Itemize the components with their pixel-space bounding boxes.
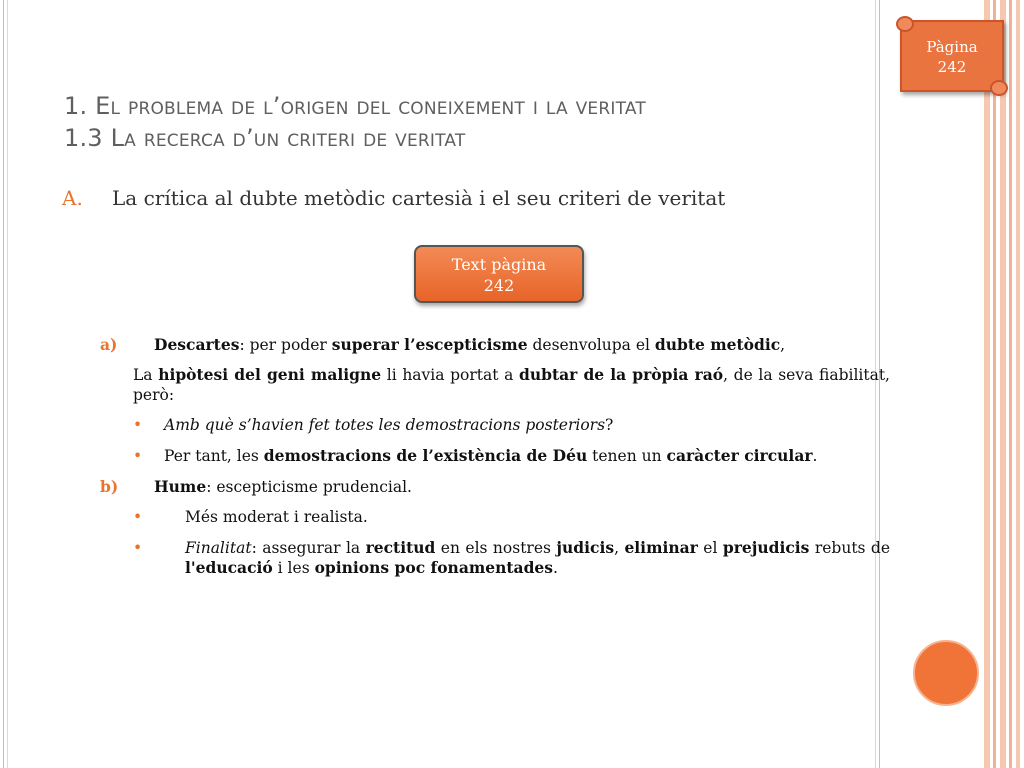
term-descartes: Descartes <box>154 335 240 354</box>
text: Més moderat i realista. <box>185 508 368 526</box>
text: . <box>553 559 558 577</box>
button-page: 242 <box>483 276 515 295</box>
item-descartes <box>100 335 890 355</box>
bullet-icon: • <box>133 539 143 557</box>
decorative-circle <box>913 640 979 706</box>
term: eliminar <box>624 538 698 557</box>
text: Finalitat <box>185 539 252 557</box>
bullet-icon: • <box>133 416 143 434</box>
term: prejudicis <box>722 538 810 557</box>
slide-title <box>64 90 884 154</box>
button-label: Text pàgina <box>451 255 547 274</box>
term: rectitud <box>365 538 436 557</box>
list-item <box>100 507 890 527</box>
text: el <box>697 539 723 557</box>
decorative-stripes <box>984 0 1020 768</box>
list-item <box>100 446 890 466</box>
page-badge-number: 242 <box>937 58 967 76</box>
scroll-curl-icon <box>896 16 914 32</box>
text: ? <box>605 416 614 434</box>
term: dubtar de la pròpia raó <box>519 365 724 384</box>
text: , de la seva fiabilitat, però: <box>133 366 890 404</box>
text: tenen un <box>587 447 667 465</box>
text: rebuts de <box>809 539 891 557</box>
term: hipòtesi del geni maligne <box>158 365 382 384</box>
paragraph-genius <box>100 365 890 405</box>
section-heading <box>62 186 862 210</box>
text-page-button[interactable] <box>414 245 584 303</box>
text: : assegurar la <box>251 539 366 557</box>
item-label: a) <box>100 335 118 354</box>
title-line-1: 1. El problema de l’origen del coneixement i la veritat <box>64 92 646 120</box>
term: superar l’escepticisme <box>331 335 528 354</box>
text: desenvolupa el <box>527 336 655 354</box>
page-badge-label: Pàgina <box>926 38 978 56</box>
section-text: La crítica al dubte metòdic cartesià i el seu criteri de veritat <box>112 186 726 210</box>
term: dubte metòdic <box>654 335 781 354</box>
text: : escepticisme prudencial. <box>206 478 412 496</box>
text: La <box>133 366 159 384</box>
term: l'educació <box>185 558 273 577</box>
term: demostracions de l’existència de Déu <box>263 446 588 465</box>
term: caràcter circular <box>666 446 813 465</box>
bullet-icon: • <box>133 447 143 465</box>
text: , <box>780 336 786 354</box>
page-number-scroll <box>900 20 1004 92</box>
list-item <box>100 415 890 435</box>
text: , <box>614 539 625 557</box>
section-letter: A. <box>62 186 83 210</box>
item-label: b) <box>100 477 119 496</box>
text: en els nostres <box>435 539 557 557</box>
term-hume: Hume <box>154 477 207 496</box>
text: : per poder <box>239 336 332 354</box>
text: i les <box>272 559 315 577</box>
item-hume <box>100 477 890 497</box>
bullet-icon: • <box>133 508 143 526</box>
term: opinions poc fonamentades <box>314 558 554 577</box>
title-line-2: 1.3 La recerca d’un criteri de veritat <box>64 124 466 152</box>
scroll-curl-icon <box>990 80 1008 96</box>
term: judicis <box>556 538 615 557</box>
list-item <box>100 538 890 578</box>
text: Per tant, les <box>164 447 264 465</box>
slide-content <box>100 335 890 589</box>
text: . <box>812 447 818 465</box>
text: li havia portat a <box>381 366 520 384</box>
text: Amb què s’havien fet totes les demostracions posteriors <box>164 416 606 434</box>
